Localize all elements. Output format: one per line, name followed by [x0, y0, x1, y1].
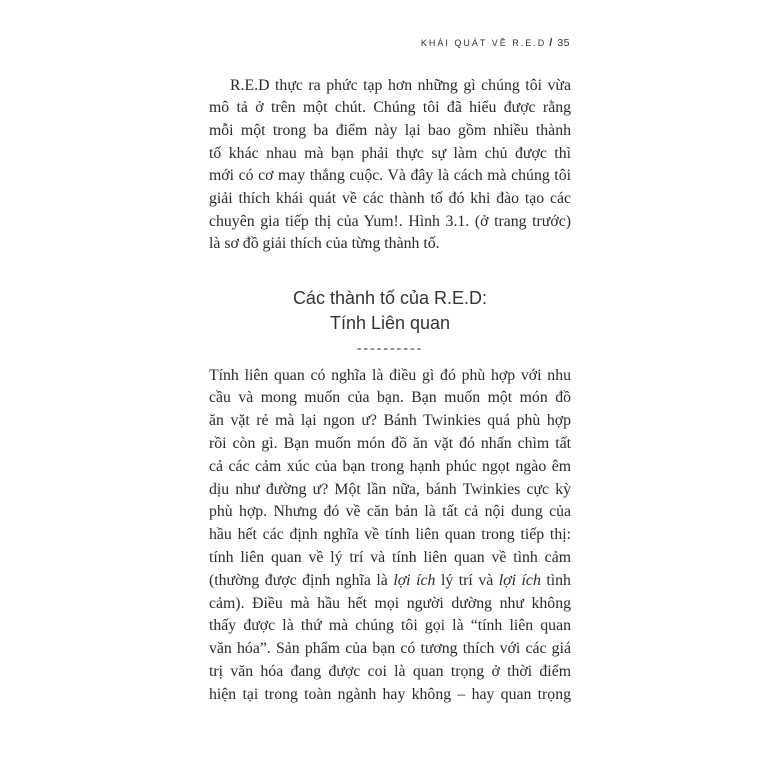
- body-line: ăn vặt rẻ mà lại ngon ư? Bánh Twinkies quá phù hợp: [209, 412, 571, 430]
- body-line: phù hợp. Nhưng đó về căn bản là tất cả nội dung của: [209, 503, 571, 521]
- intro-line: mô tả ở trên một chút. Chúng tôi đã hiểu được rằng: [209, 99, 571, 117]
- header-separator: /: [549, 37, 553, 49]
- line-segment: lý trí và: [435, 571, 499, 589]
- body-line: thấy được là thứ mà chúng tôi gọi là “tính liên quan: [209, 617, 571, 635]
- line-segment: (thường được định nghĩa là: [209, 571, 394, 589]
- running-title: KHÁI QUÁT VỀ R.E.D: [420, 38, 547, 48]
- intro-line: giải thích khái quát về các thành tố đó khi đào tạo các: [209, 190, 571, 208]
- section-heading-line1: Các thành tố của R.E.D:: [292, 287, 488, 308]
- body-line: cảm). Điều mà hầu hết mọi người dường như không: [209, 594, 571, 612]
- section-heading-line2: Tính Liên quan: [329, 312, 451, 333]
- intro-line: mới có cơ may thắng cuộc. Và đây là cách mà chúng tôi: [209, 167, 571, 185]
- intro-line: chuyên gia tiếp thị của Yum!. Hình 3.1. (ở trang trước): [209, 212, 571, 230]
- intro-line: tố khác nhau mà bạn phải thực sự làm chủ được thì: [209, 144, 571, 162]
- heading-divider: ----------: [356, 340, 424, 356]
- body-line: rồi còn gì. Bạn muốn món đồ ăn vặt đó nhấn chìm tất: [209, 434, 571, 452]
- intro-line: R.E.D thực ra phức tạp hơn những gì chúng tôi vừa: [230, 76, 571, 94]
- body-line: văn hóa”. Sản phẩm của bạn có tương thích với các giá: [209, 640, 571, 658]
- body-line: hầu hết các định nghĩa về tính liên quan trong tiếp thị:: [209, 526, 571, 544]
- line-segment: tình: [540, 571, 571, 589]
- body-line-with-italics: [209, 570, 571, 593]
- body-line: cả các cảm xúc của bạn trong hạnh phúc ngọt ngào êm: [209, 457, 571, 475]
- body-line: dịu như đường ư? Một lần nữa, bánh Twinkies cực kỳ: [209, 480, 571, 498]
- italic-emphasis: lợi ích: [393, 571, 436, 589]
- intro-paragraph: [209, 75, 571, 257]
- running-header: [421, 35, 570, 49]
- italic-emphasis: lợi ích: [498, 571, 541, 589]
- body-line: hiện tại trong toàn ngành hay không – hay quan trọng: [209, 685, 571, 703]
- body-line: tính liên quan về lý trí và tính liên quan về tình cảm: [209, 548, 571, 566]
- intro-line: là sơ đồ giải thích của từng thành tố.: [209, 235, 440, 253]
- body-line: Tính liên quan có nghĩa là điều gì đó phù hợp với nhu: [209, 366, 571, 384]
- body-paragraph: [209, 365, 571, 707]
- section-heading: [209, 286, 571, 361]
- body-line: trị văn hóa đang được coi là quan trọng ở thời điểm: [209, 662, 571, 680]
- body-line: cầu và mong muốn của bạn. Bạn muốn một món đồ: [209, 389, 571, 407]
- page-number: 35: [557, 37, 570, 49]
- intro-line: mỗi một trong ba điểm này lại bao gồm nhiều thành: [209, 121, 571, 139]
